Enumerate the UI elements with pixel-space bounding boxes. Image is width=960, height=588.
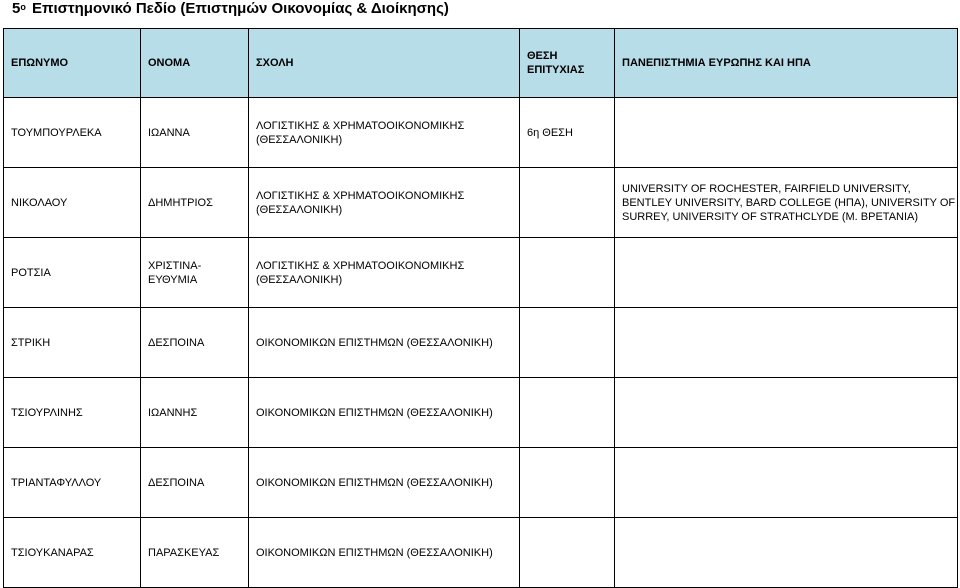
- cell-school: [249, 98, 520, 168]
- cell-school: [249, 308, 520, 378]
- cell-name: [141, 308, 249, 378]
- cell-surname: ΤΡΙΑΝΤΑΦΥΛΛΟΥ: [4, 448, 141, 518]
- cell-rank: [520, 378, 615, 448]
- cell-name: [141, 448, 249, 518]
- header-rank-line1: ΘΕΣΗ: [527, 50, 558, 62]
- table-row: [4, 308, 958, 378]
- cell-universities: [615, 448, 958, 518]
- cell-school-line1: ΟΙΚΟΝΟΜΙΚΩΝ ΕΠΙΣΤΗΜΩΝ (ΘΕΣΣΑΛΟΝΙΚΗ): [256, 336, 493, 349]
- cell-name-line2: ΕΥΘΥΜΙΑ: [148, 273, 198, 286]
- cell-name-line1: ΔΕΣΠΟΙΝΑ: [148, 476, 205, 489]
- title-number: 5: [12, 0, 21, 17]
- header-school: ΣΧΟΛΗ: [249, 29, 520, 98]
- header-rank: [520, 29, 615, 98]
- cell-school: [249, 448, 520, 518]
- header-name: ΟΝΟΜΑ: [141, 29, 249, 98]
- cell-school: [249, 518, 520, 588]
- cell-school-line2: (ΘΕΣΣΑΛΟΝΙΚΗ): [256, 133, 343, 146]
- cell-rank: [520, 308, 615, 378]
- cell-name: [141, 378, 249, 448]
- cell-surname: ΡΟΤΣΙΑ: [4, 238, 141, 308]
- cell-name-line1: ΙΩΑΝΝΗΣ: [148, 406, 198, 419]
- cell-surname: ΤΟΥΜΠΟΥΡΛΕΚΑ: [4, 98, 141, 168]
- page-title: [12, 0, 449, 26]
- cell-school-line1: ΟΙΚΟΝΟΜΙΚΩΝ ΕΠΙΣΤΗΜΩΝ (ΘΕΣΣΑΛΟΝΙΚΗ): [256, 546, 493, 559]
- cell-school: [249, 168, 520, 238]
- cell-universities: [615, 308, 958, 378]
- cell-name-line1: ΔΗΜΗΤΡΙΟΣ: [148, 196, 213, 209]
- header-rank-line2: ΕΠΙΤΥΧΙΑΣ: [527, 64, 585, 76]
- cell-rank: [520, 518, 615, 588]
- results-table: [3, 28, 958, 588]
- table-row: [4, 518, 958, 588]
- table-row: [4, 448, 958, 518]
- cell-rank: [520, 168, 615, 238]
- title-text: Επιστημονικό Πεδίο (Επιστημών Οικονομίας & Διοίκησης): [32, 0, 449, 17]
- cell-universities: [615, 238, 958, 308]
- cell-rank: [520, 238, 615, 308]
- cell-school-line2: (ΘΕΣΣΑΛΟΝΙΚΗ): [256, 273, 343, 286]
- cell-school-line1: ΛΟΓΙΣΤΙΚΗΣ & ΧΡΗΜΑΤΟΟΙΚΟΝΟΜΙΚΗΣ: [256, 119, 465, 132]
- cell-school-line1: ΟΙΚΟΝΟΜΙΚΩΝ ΕΠΙΣΤΗΜΩΝ (ΘΕΣΣΑΛΟΝΙΚΗ): [256, 476, 493, 489]
- cell-surname: ΤΣΙΟΥΚΑΝΑΡΑΣ: [4, 518, 141, 588]
- header-surname: ΕΠΩΝΥΜΟ: [4, 29, 141, 98]
- cell-rank: [520, 448, 615, 518]
- cell-school-line2: (ΘΕΣΣΑΛΟΝΙΚΗ): [256, 203, 343, 216]
- table-row: [4, 238, 958, 308]
- cell-school: [249, 378, 520, 448]
- cell-universities: [615, 378, 958, 448]
- cell-universities: UNIVERSITY OF ROCHESTER, FAIRFIELD UNIVERSITY, BENTLEY UNIVERSITY, BARD COLLEGE (ΗΠΑ), UNIVERSITY OF SURREY, UNIVERSITY OF STRATHCLYDE (Μ. ΒΡΕΤΑΝΙΑ): [615, 168, 958, 238]
- table-row: [4, 168, 958, 238]
- cell-name-line1: ΔΕΣΠΟΙΝΑ: [148, 336, 205, 349]
- table-row: [4, 378, 958, 448]
- cell-name: [141, 168, 249, 238]
- cell-universities: [615, 518, 958, 588]
- cell-universities: [615, 98, 958, 168]
- cell-name-line1: ΠΑΡΑΣΚΕΥΑΣ: [148, 546, 220, 559]
- cell-rank: 6η ΘΕΣΗ: [520, 98, 615, 168]
- cell-school-line1: ΛΟΓΙΣΤΙΚΗΣ & ΧΡΗΜΑΤΟΟΙΚΟΝΟΜΙΚΗΣ: [256, 259, 465, 272]
- cell-name-line1: ΧΡΙΣΤΙΝΑ-: [148, 259, 202, 272]
- header-universities: ΠΑΝΕΠΙΣΤΗΜΙΑ ΕΥΡΩΠΗΣ ΚΑΙ ΗΠΑ: [615, 29, 958, 98]
- title-superscript: o: [20, 2, 26, 12]
- cell-school-line1: ΛΟΓΙΣΤΙΚΗΣ & ΧΡΗΜΑΤΟΟΙΚΟΝΟΜΙΚΗΣ: [256, 189, 465, 202]
- header-row: [4, 29, 958, 98]
- table-row: [4, 98, 958, 168]
- cell-name: [141, 238, 249, 308]
- cell-surname: ΣΤΡΙΚΗ: [4, 308, 141, 378]
- cell-surname: ΤΣΙΟΥΡΛΙΝΗΣ: [4, 378, 141, 448]
- cell-surname: ΝΙΚΟΛΑΟΥ: [4, 168, 141, 238]
- cell-school: [249, 238, 520, 308]
- cell-name: [141, 518, 249, 588]
- cell-school-line1: ΟΙΚΟΝΟΜΙΚΩΝ ΕΠΙΣΤΗΜΩΝ (ΘΕΣΣΑΛΟΝΙΚΗ): [256, 406, 493, 419]
- cell-name: [141, 98, 249, 168]
- cell-name-line1: ΙΩΑΝΝΑ: [148, 126, 190, 139]
